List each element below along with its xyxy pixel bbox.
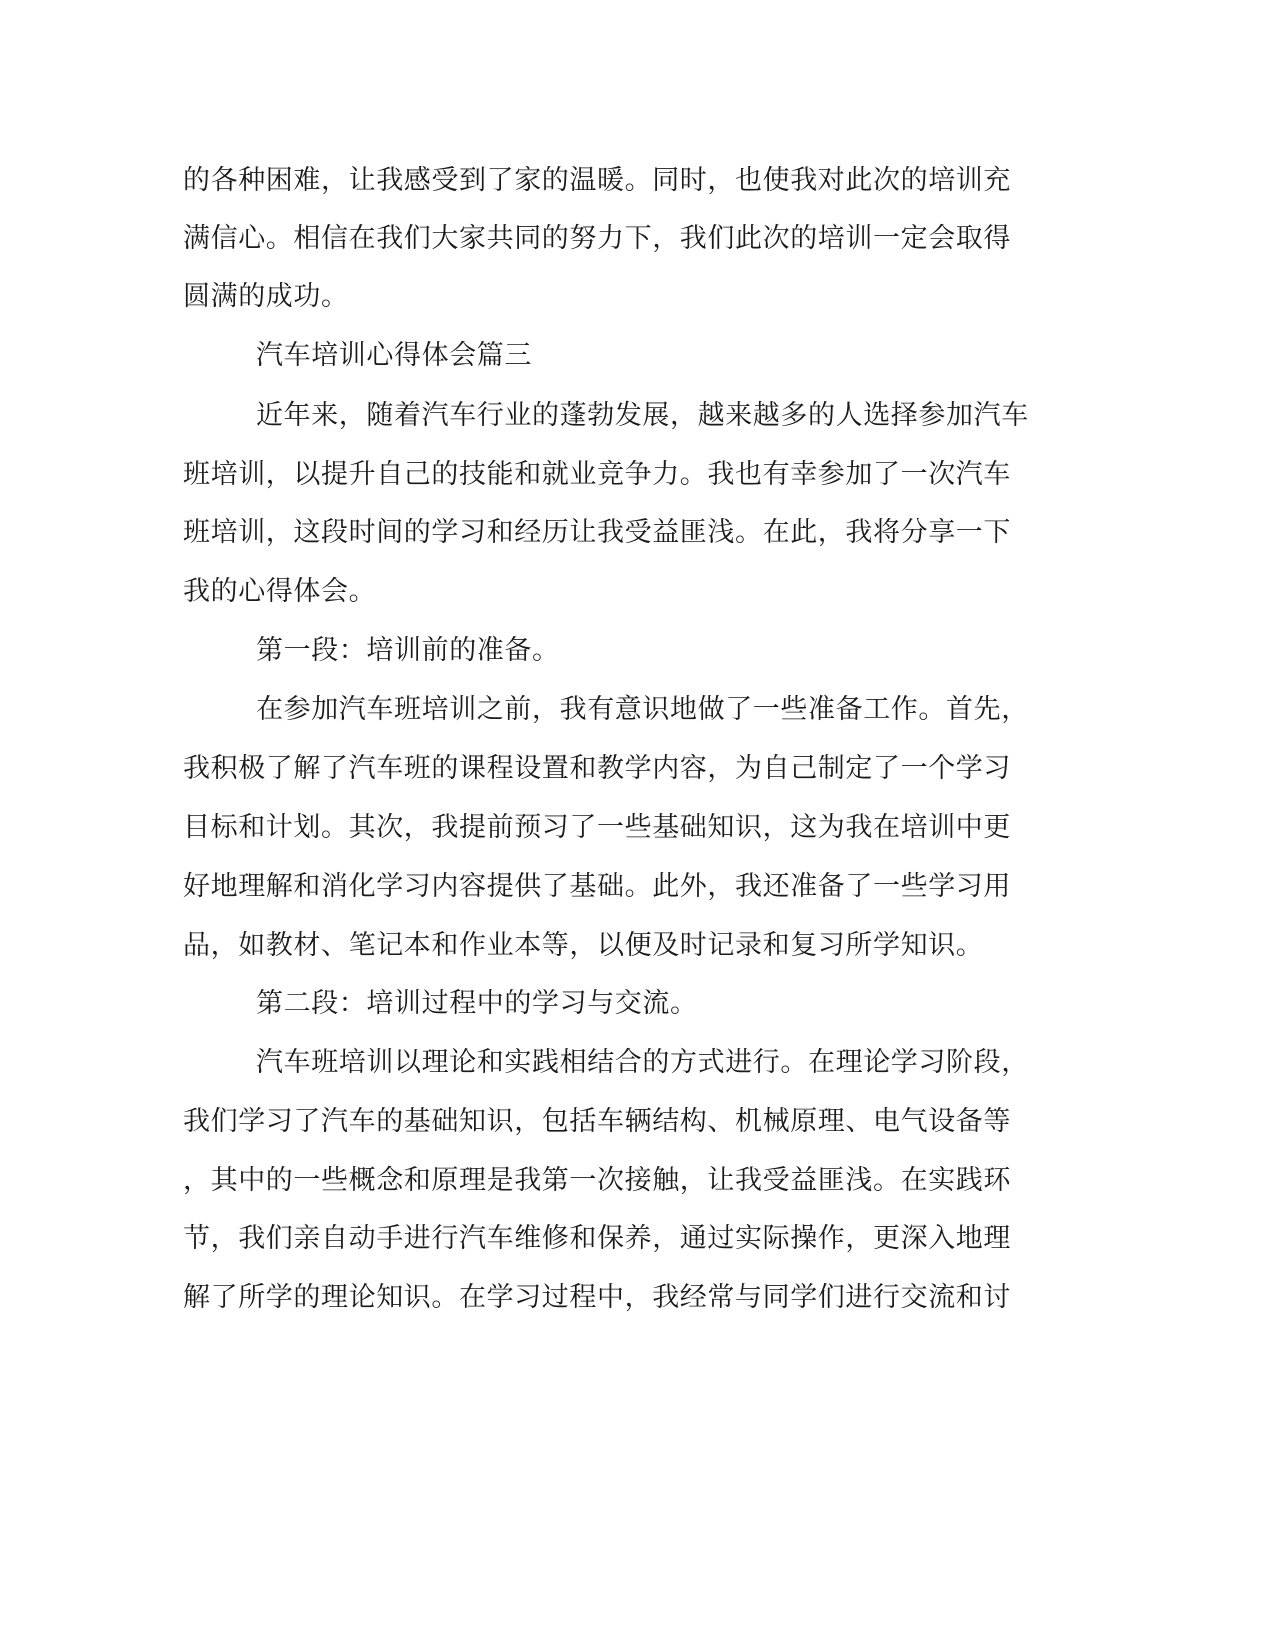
- text-line: 节，我们亲自动手进行汽车维修和保养，通过实际操作，更深入地理: [183, 1223, 1011, 1254]
- text-line: 近年来，随着汽车行业的蓬勃发展，越来越多的人选择参加汽车: [256, 400, 1029, 431]
- text-line: 班培训，以提升自己的技能和就业竞争力。我也有幸参加了一次汽车: [183, 459, 1011, 490]
- paragraph-heading: 第二段：培训过程中的学习与交流。: [256, 988, 698, 1019]
- text-line: 班培训，这段时间的学习和经历让我受益匪浅。在此，我将分享一下: [183, 517, 1011, 548]
- text-line: 解了所学的理论知识。在学习过程中，我经常与同学们进行交流和讨: [183, 1282, 1011, 1313]
- text-line: 圆满的成功。: [183, 281, 349, 312]
- text-line: ，其中的一些概念和原理是我第一次接触，让我受益匪浅。在实践环: [183, 1165, 1011, 1196]
- section-heading: 汽车培训心得体会篇三: [256, 340, 532, 371]
- text-line: 的各种困难，让我感受到了家的温暖。同时，也使我对此次的培训充: [183, 165, 1011, 196]
- text-line: 目标和计划。其次，我提前预习了一些基础知识，这为我在培训中更: [183, 812, 1011, 843]
- text-line: 汽车班培训以理论和实践相结合的方式进行。在理论学习阶段，: [256, 1047, 1029, 1078]
- text-line: 在参加汽车班培训之前，我有意识地做了一些准备工作。首先，: [256, 694, 1029, 725]
- text-line: 满信心。相信在我们大家共同的努力下，我们此次的培训一定会取得: [183, 223, 1011, 254]
- text-line: 我积极了解了汽车班的课程设置和教学内容，为自己制定了一个学习: [183, 753, 1011, 784]
- text-line: 品，如教材、笔记本和作业本等，以便及时记录和复习所学知识。: [183, 930, 984, 961]
- text-line: 好地理解和消化学习内容提供了基础。此外，我还准备了一些学习用: [183, 871, 1011, 902]
- text-line: 我们学习了汽车的基础知识，包括车辆结构、机械原理、电气设备等: [183, 1106, 1011, 1137]
- paragraph-heading: 第一段：培训前的准备。: [256, 635, 560, 666]
- text-line: 我的心得体会。: [183, 576, 377, 607]
